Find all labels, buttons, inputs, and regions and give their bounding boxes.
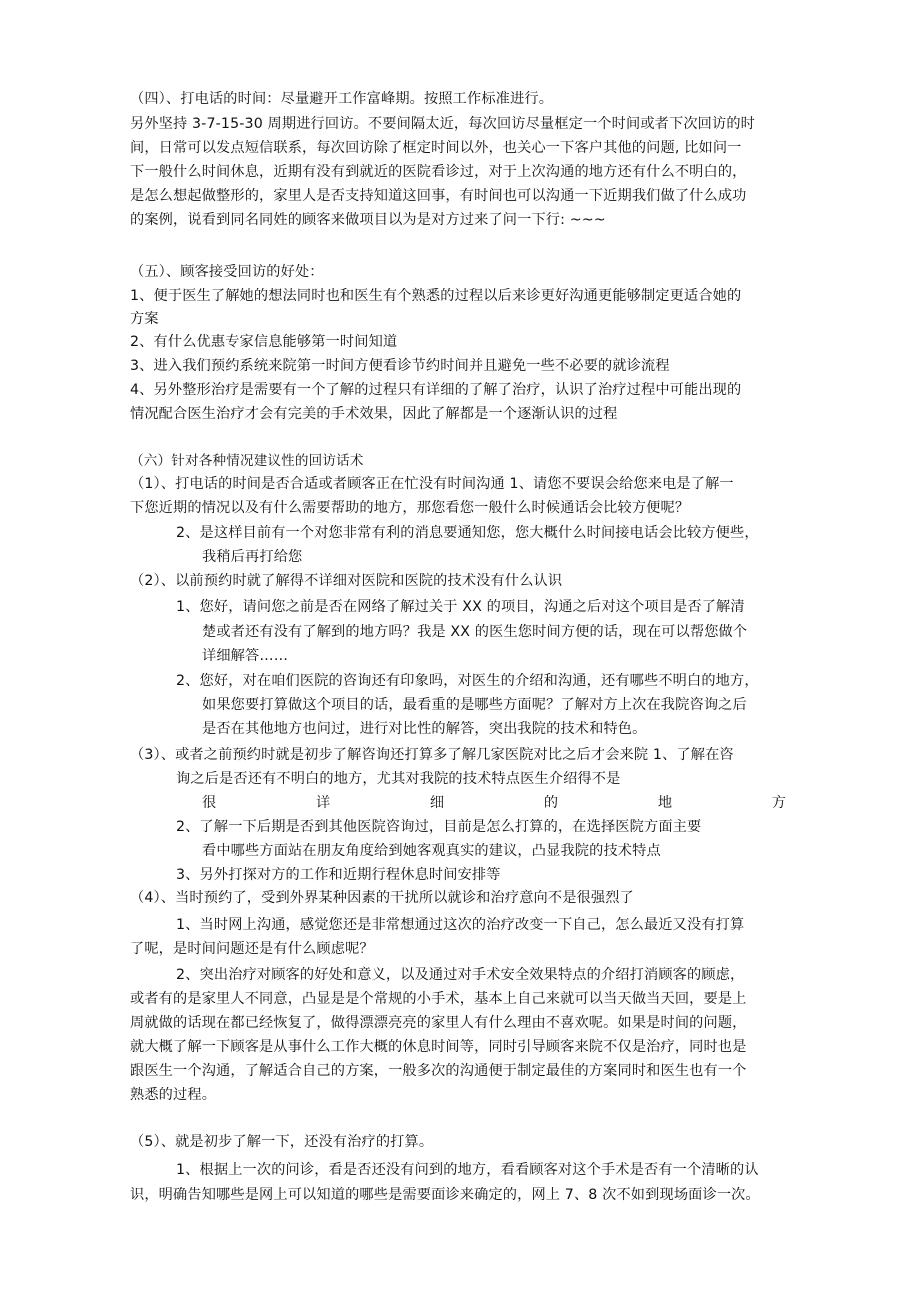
justified-char: 详 bbox=[315, 795, 331, 811]
list-item-continued: 方案 bbox=[130, 311, 159, 327]
case-5-line: 1、根据上一次的问诊，看是否还没有问到的地方，看看顾客对这个手术是否有一个清晰的认 bbox=[176, 1162, 759, 1178]
paragraph-line: 的案例，说看到同名同姓的顾客来做项目以为是对方过来了问一下行: ~~~ bbox=[130, 212, 606, 228]
case-3-line: 3、另外打探对方的工作和近期行程休息时间安排等 bbox=[176, 867, 501, 883]
case-4-line: 了呢，是时间问题还是有什么顾虑呢？ bbox=[130, 941, 374, 957]
case-2-line: 2、您好，对在咱们医院的咨询还有印象吗，对医生的介绍和沟通，还有哪些不明白的地方， bbox=[176, 673, 759, 689]
case-5-line: 识，明确告知哪些是网上可以知道的哪些是需要面诊来确定的，网上 7、8 次不如到现场面诊一次。 bbox=[130, 1187, 760, 1203]
paragraph-line: 是怎么想起做整形的，家里人是否支持知道这回事，有时间也可以沟通一下近期我们做了什么成功 bbox=[130, 188, 747, 204]
list-item: 4、另外整形治疗是需要有一个了解的过程只有详细的了解了治疗，认识了治疗过程中可能出现的 bbox=[130, 382, 742, 398]
case-3-justified-line bbox=[202, 792, 786, 814]
case-2-line: 是否在其他地方也问过，进行对比性的解答，突出我院的技术和特色。 bbox=[202, 721, 647, 737]
case-4-line: 就大概了解一下顾客是从事什么工作大概的休息时间等，同时引导顾客来院不仅是治疗，同时也是 bbox=[130, 1039, 747, 1055]
case-2-line: 详细解答…… bbox=[202, 648, 289, 664]
case-4-heading: （4）、当时预约了，受到外界某种因素的干扰所以就诊和治疗意向不是很强烈了 bbox=[130, 890, 634, 906]
case-4-line: 熟悉的过程。 bbox=[130, 1087, 217, 1103]
case-4-line: 2、突出治疗对顾客的好处和意义，以及通过对手术安全效果特点的介绍打消顾客的顾虑， bbox=[176, 967, 745, 983]
paragraph-line: 间，日常可以发点短信联系，每次回访除了框定时间以外，也关心一下客户其他的问题, 比如问一 bbox=[130, 140, 742, 156]
justified-char: 细 bbox=[429, 795, 445, 811]
case-4-line: 1、当时网上沟通，感觉您还是非常想通过这次的治疗改变一下自己，怎么最近又没有打算 bbox=[176, 917, 745, 933]
case-5-heading: （5）、就是初步了解一下，还没有治疗的打算。 bbox=[130, 1134, 434, 1150]
justified-char: 方 bbox=[771, 795, 786, 811]
case-2-line: 如果您要打算做这个项目的话，最看重的是哪些方面呢？了解对方上次在我院咨询之后 bbox=[202, 697, 747, 713]
case-2-heading: （2）、以前预约时就了解得不详细对医院和医院的技术没有什么认识 bbox=[130, 573, 563, 589]
list-item-continued: 情况配合医生治疗才会有完美的手术效果，因此了解都是一个逐渐认识的过程 bbox=[130, 406, 618, 422]
case-4-line: 跟医生一个沟通，了解适合自己的方案，一般多次的沟通便于制定最佳的方案同时和医生也有一个 bbox=[130, 1063, 747, 1079]
case-1-line: 我稍后再打给您 bbox=[202, 549, 303, 565]
section-6-heading: （六）针对各种情况建议性的回访话术 bbox=[130, 453, 364, 469]
case-3-line: （3）、或者之前预约时就是初步了解咨询还打算多了解几家医院对比之后才会来院 1、了解在咨 bbox=[130, 747, 734, 763]
case-3-line: 2、了解一下后期是否到其他医院咨询过，目前是怎么打算的，在选择医院方面主要 bbox=[176, 819, 702, 835]
paragraph-line: 另外坚持 3-7-15-30 周期进行回访。不要间隔太近，每次回访尽量框定一个时间或者下次回访的时 bbox=[130, 116, 756, 132]
case-1-line: 2、是这样目前有一个对您非常有利的消息要通知您，您大概什么时间接电话会比较方便些， bbox=[176, 525, 759, 541]
case-2-line: 楚或者还有没有了解到的地方吗？我是 XX 的医生您时间方便的话，现在可以帮您做个 bbox=[202, 624, 748, 640]
paragraph-line: 下一般什么时间休息，近期有没有到就近的医院看诊过，对于上次沟通的地方还有什么不明白的， bbox=[130, 164, 747, 180]
section-4-heading: （四）、打电话的时间：尽量避开工作富峰期。按照工作标准进行。 bbox=[130, 91, 554, 107]
case-1-line: （1）、打电话的时间是否合适或者顾客正在忙没有时间沟通 1、请您不要误会给您来电是了解一 bbox=[130, 476, 734, 492]
justified-char: 很 bbox=[202, 795, 217, 811]
case-4-line: 或者有的是家里人不同意，凸显是是个常规的小手术，基本上自己来就可以当天做当天回，要是上 bbox=[130, 991, 747, 1007]
section-5-heading: （五）、顾客接受回访的好处： bbox=[130, 264, 324, 280]
case-3-line: 看中哪些方面站在朋友角度给到她客观真实的建议，凸显我院的技术特点 bbox=[202, 843, 661, 859]
case-3-line: 询之后是否还有不明白的地方，尤其对我院的技术特点医生介绍得不是 bbox=[176, 771, 621, 787]
list-item: 1、便于医生了解她的想法同时也和医生有个熟悉的过程以后来诊更好沟通更能够制定更适合她的 bbox=[130, 288, 742, 304]
case-1-line: 下您近期的情况以及有什么需要帮助的地方，那您看您一般什么时候通话会比较方便呢？ bbox=[130, 500, 690, 516]
case-4-line: 周就做的话现在都已经恢复了，做得漂漂亮亮的家里人有什么理由不喜欢呢。如果是时间的问题， bbox=[130, 1015, 747, 1031]
case-2-line: 1、您好，请问您之前是否在网络了解过关于 XX 的项目，沟通之后对这个项目是否了解清 bbox=[176, 599, 745, 615]
justified-char: 地 bbox=[657, 795, 673, 811]
list-item: 3、进入我们预约系统来院第一时间方便看诊节约时间并且避免一些不必要的就诊流程 bbox=[130, 358, 670, 374]
list-item: 2、有什么优惠专家信息能够第一时间知道 bbox=[130, 334, 398, 350]
justified-char: 的 bbox=[543, 795, 559, 811]
